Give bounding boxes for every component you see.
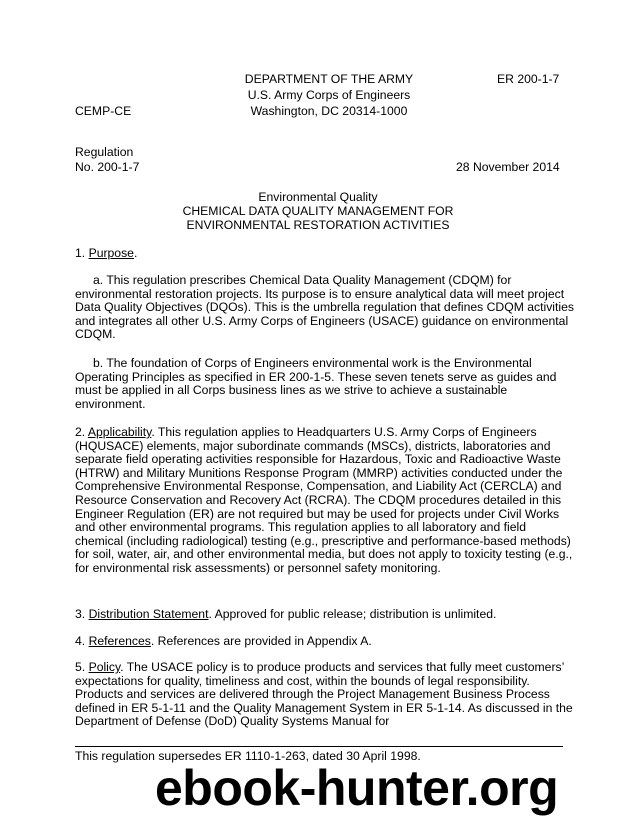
policy-heading: Policy	[88, 660, 121, 674]
header-dept: DEPARTMENT OF THE ARMY	[244, 72, 414, 86]
applicability-body: . This regulation applies to Headquarters U.S. Army Corps of Engineers (HQUSACE) elements, major subordinate commands (MSCs), districts, laboratories and separate field operating activities responsible for Hazardous, Toxic and Radioactive Waste (HTRW) and Military Munitions Response Program (MMRP) activities conducted under the Comprehensive Environmental Response, Compensation, and Liability Act (CERCLA) and Resource Conservation and Recovery Act (RCRA). The CDQM procedures detailed in this Engineer Regulation (ER) are not required but may be used for projects under Civil Works and other environmental programs. This regulation applies to all laboratory and field chemical (including radiological) testing (e.g., prescriptive and performance-based methods) for soil, water, air, and other environmental media, but does not apply to toxicity testing (e.g., for environmental risk assessments) or personnel safety monitoring.	[75, 425, 573, 575]
header-corps: U.S. Army Corps of Engineers	[247, 88, 411, 102]
doc-id: ER 200-1-7	[497, 72, 560, 86]
title-line-2: CHEMICAL DATA QUALITY MANAGEMENT FOR	[182, 204, 454, 218]
references-body: . References are provided in Appendix A.	[150, 634, 372, 648]
section-references: 4. References. References are provided in Appendix A.	[75, 634, 372, 648]
header-location: Washington, DC 20314-1000	[250, 104, 408, 118]
section-applicability: 2. Applicability. This regulation applies to Headquarters U.S. Army Corps of Engineers (HQUSACE) elements, major subordinate commands (MSCs), districts, laboratories and separate field operating activities responsible for Hazardous, Toxic and Radioactive Waste (HTRW) and Military Munitions Response Program (MMRP) activities conducted under the Comprehensive Environmental Response, Compensation, and Liability Act (CERCLA) and Resource Conservation and Recovery Act (RCRA). The CDQM procedures detailed in this Engineer Regulation (ER) are not required but may be used for projects under Civil Works and other environmental programs. This regulation applies to all laboratory and field chemical (including radiological) testing (e.g., prescriptive and performance-based methods) for soil, water, air, and other environmental media, but does not apply to toxicity testing (e.g., for environmental risk assessments) or personnel safety monitoring.	[75, 425, 573, 575]
section-policy: 5. Policy. The USACE policy is to produce products and services that fully meet customers’ expectations for quality, timeliness and cost, within the bounds of legal responsibility. Products and services are delivered through the Project Management Business Process defined in ER 5-1-11 and the Quality Management System in ER 5-1-14. As discussed in the Department of Defense (DoD) Quality Systems Manual for	[75, 660, 573, 729]
distribution-body: . Approved for public release; distribution is unlimited.	[208, 607, 497, 621]
regulation-number: No. 200-1-7	[75, 160, 140, 174]
office-symbol: CEMP-CE	[75, 104, 132, 118]
policy-body: . The USACE policy is to produce products and services that fully meet customers’ expectations for quality, timeliness and cost, within the bounds of legal responsibility. Products and services are delivered through the Project Management Business Process defined in ER 5-1-11 and the Quality Management System in ER 5-1-14. As discussed in the Department of Defense (DoD) Quality Systems Manual for	[75, 660, 573, 729]
distribution-heading: Distribution Statement	[88, 607, 209, 621]
footnote: This regulation supersedes ER 1110-1-263, dated 30 April 1998.	[75, 749, 421, 763]
applicability-heading: Applicability	[87, 425, 152, 439]
purpose-paragraph-b: b. The foundation of Corps of Engineers environmental work is the Environmental Operating Principles as specified in ER 200-1-5. These seven tenets serve as guides and must be applied in all Corps business lines as we strive to achieve a sustainable environment.	[75, 356, 557, 411]
regulation-date: 28 November 2014	[456, 160, 560, 174]
title-subject: Environmental Quality	[258, 190, 378, 204]
purpose-paragraph-a: a. This regulation prescribes Chemical Data Quality Management (CDQM) for environmental restoration projects. Its purpose is to ensure analytical data will meet project Data Quality Objectives (DQOs). This is the umbrella regulation that defines CDQM activities and integrates all other U.S. Army Corps of Engineers (USACE) guidance on environmental CDQM.	[75, 273, 574, 342]
regulation-label: Regulation	[75, 145, 134, 159]
section-purpose-heading: 1. Purpose.	[75, 246, 138, 260]
purpose-heading: Purpose	[88, 246, 134, 260]
references-heading: References	[88, 634, 151, 648]
footnote-divider	[75, 746, 563, 747]
title-line-3: ENVIRONMENTAL RESTORATION ACTIVITIES	[186, 218, 450, 232]
watermark: ebook-hunter.org	[155, 760, 559, 816]
section-distribution: 3. Distribution Statement. Approved for public release; distribution is unlimited.	[75, 607, 497, 621]
